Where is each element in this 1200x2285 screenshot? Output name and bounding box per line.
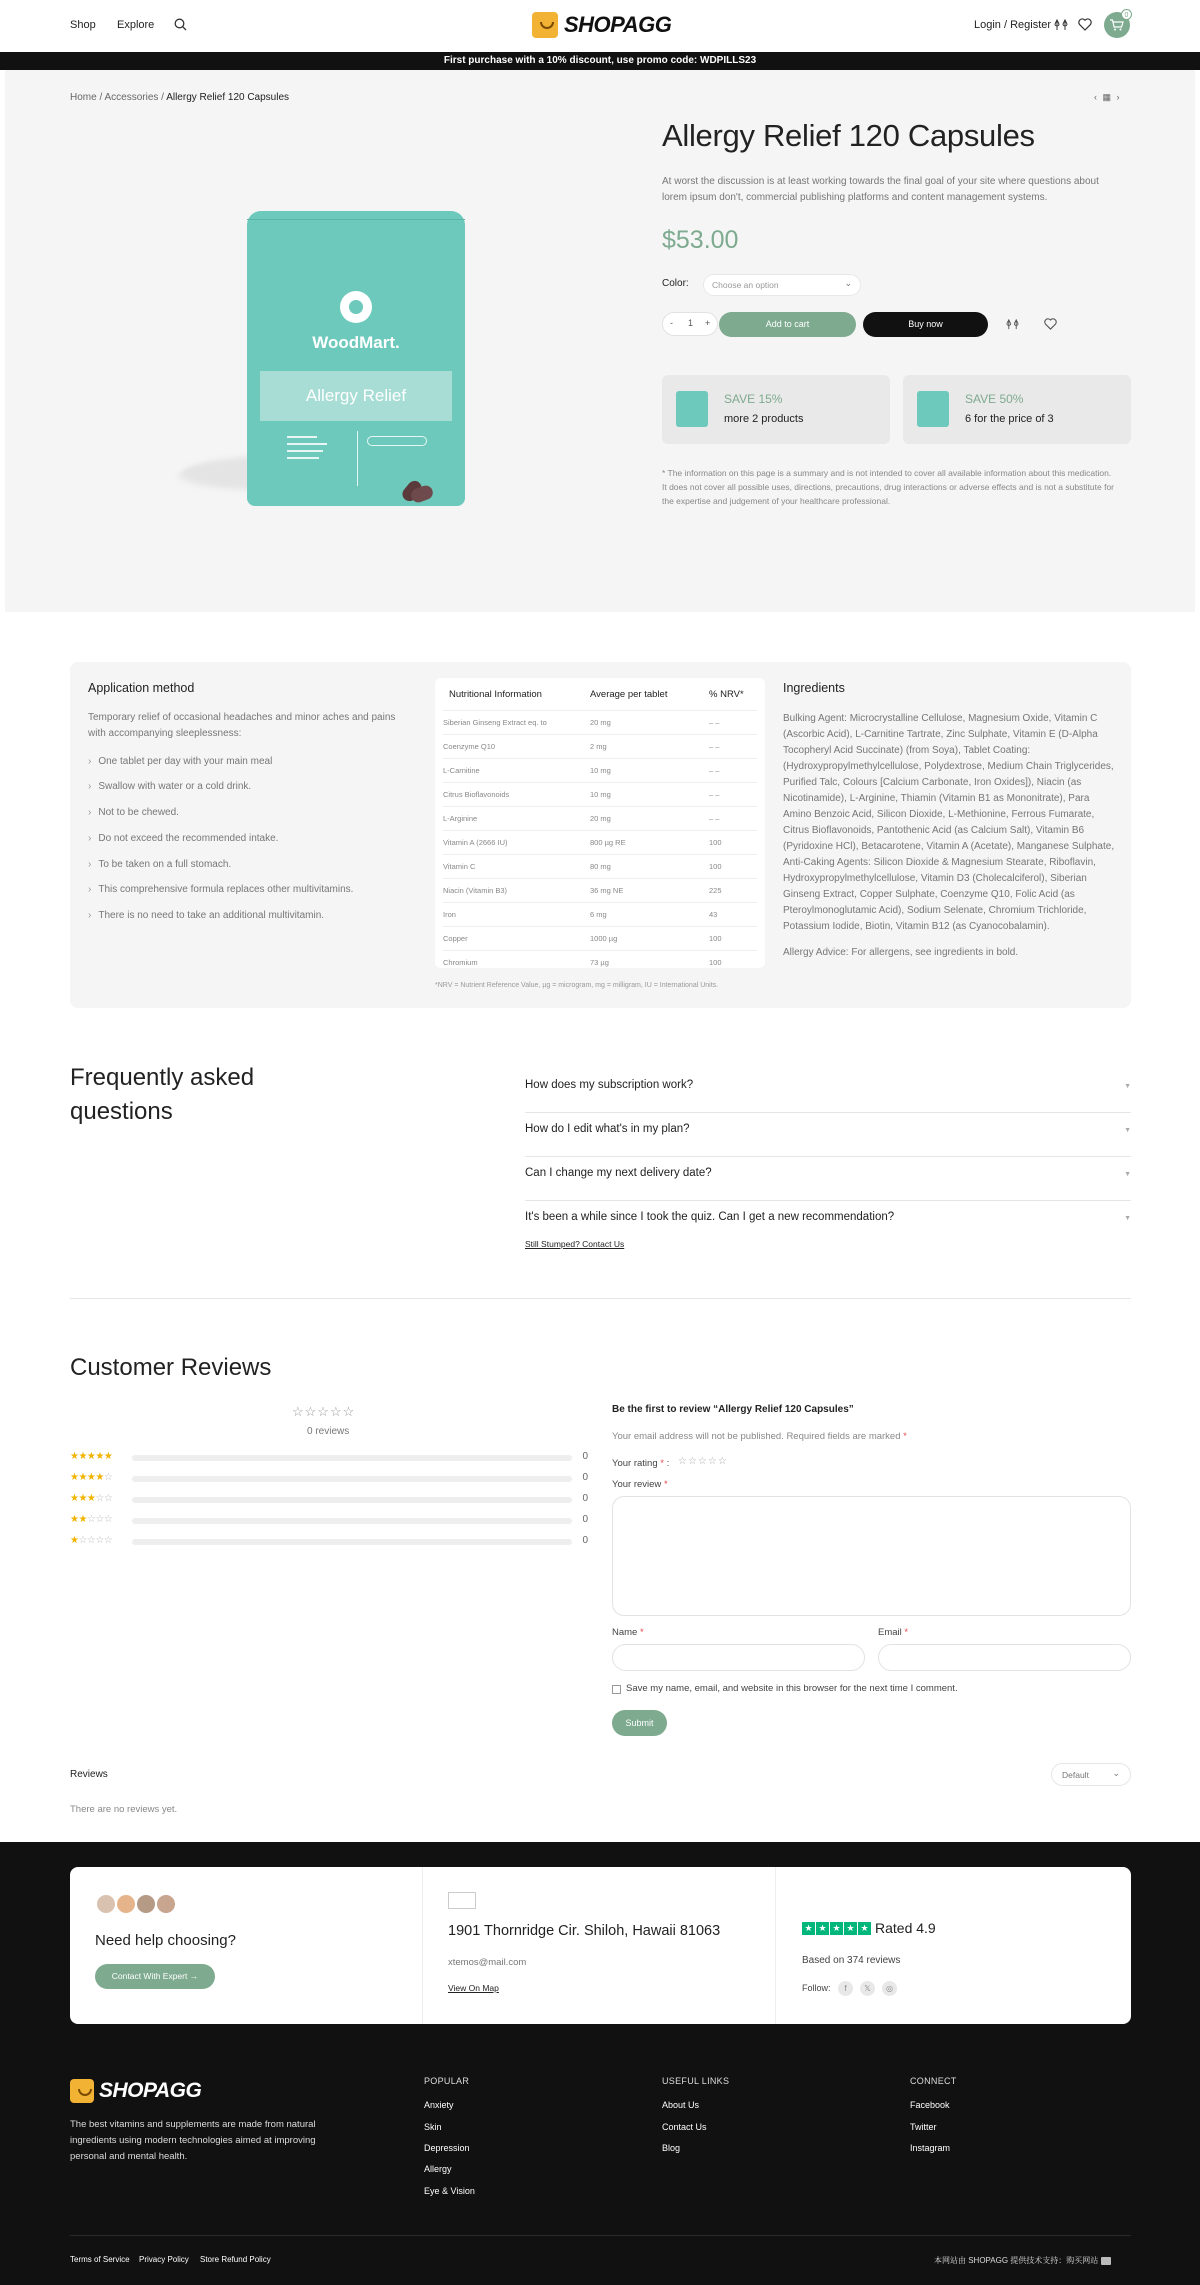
- rating-bar-2: [70, 1514, 588, 1526]
- rating-bar-4: [70, 1472, 588, 1484]
- nutrition-cell: 1000 µg: [590, 934, 618, 943]
- arrow-right-icon: →: [189, 1971, 199, 1981]
- login-register-link[interactable]: Login / Register: [974, 19, 1052, 31]
- nutrition-cell: 10 mg: [590, 790, 611, 799]
- avatar: [95, 1893, 117, 1915]
- nutrition-table: [435, 678, 765, 968]
- chevron-down-icon: ▼: [1124, 1127, 1131, 1134]
- footer-logo[interactable]: [70, 2079, 201, 2103]
- nutrition-row: [443, 878, 757, 902]
- site-logo[interactable]: [532, 12, 671, 38]
- compare-icon[interactable]: [1054, 18, 1068, 32]
- nutrition-cell: Iron: [443, 910, 456, 919]
- reviews-title: Customer Reviews: [70, 1354, 272, 1381]
- application-step: › There is no need to take an additional multivitamin.: [88, 910, 324, 921]
- nutrition-cell: Niacin (Vitamin B3): [443, 886, 508, 895]
- nutrition-cell: – –: [709, 790, 720, 799]
- avatar: [135, 1893, 157, 1915]
- footer-link[interactable]: Allergy: [424, 2164, 452, 2174]
- powered-by-label: 本网站由 SHOPAGG 提供技术支持：购买网站: [934, 2256, 1099, 2265]
- nutrition-cell: 20 mg: [590, 718, 611, 727]
- contact-expert-button[interactable]: [95, 1964, 215, 1989]
- nutrition-cell: Vitamin C: [443, 862, 476, 871]
- application-step: › Swallow with water or a cold drink.: [88, 781, 251, 792]
- nutrition-cell: L-Carnitine: [443, 766, 480, 775]
- nutrition-cell: 43: [709, 910, 718, 919]
- ingredients-title: Ingredients: [783, 681, 845, 695]
- footer-link[interactable]: Facebook: [910, 2100, 950, 2110]
- application-title: Application method: [88, 681, 195, 695]
- pouch-fine-print: [287, 436, 342, 476]
- nutrition-cell: Chromium: [443, 958, 478, 967]
- offer-product-thumb: [676, 391, 708, 427]
- nutrition-row: [443, 782, 757, 806]
- breadcrumb-current: Allergy Relief 120 Capsules: [166, 92, 290, 103]
- required-mark: *: [639, 1627, 644, 1638]
- qty-minus-button[interactable]: -: [670, 318, 673, 328]
- footer-link[interactable]: About Us: [662, 2100, 700, 2110]
- buy-now-button[interactable]: Buy now: [863, 312, 988, 337]
- rating-bar-track: [132, 1539, 572, 1545]
- save-info-label: Save my name, email, and website in this browser for the next time I comment.: [626, 1683, 958, 1694]
- product-title: Allergy Relief 120 Capsules: [662, 118, 1035, 153]
- name-label-text: Name: [612, 1627, 638, 1638]
- required-mark: *: [903, 1431, 907, 1442]
- product-disclaimer: * The information on this page is a summary and is not intended to cover all available information about this medication. It does not cover all possible uses, directions, precautions, drug interactions or adverse effects and is not a substitute for the expertise and judgement of your healthcare professional.: [662, 468, 1115, 506]
- faq-item[interactable]: [525, 1069, 1131, 1113]
- nutrition-cell: L-Arginine: [443, 814, 478, 823]
- nutrition-cell: – –: [709, 814, 720, 823]
- save-info-checkbox[interactable]: [612, 1685, 621, 1694]
- nutrition-cell: 100: [709, 934, 722, 943]
- faq-title-line: Frequently asked: [70, 1064, 255, 1091]
- logo-bag-icon: [70, 2079, 94, 2103]
- nutrition-footnote: *NRV = Nutrient Reference Value, µg = microgram, mg = milligram, IU = International Units.: [435, 982, 719, 989]
- rating-bar-track: [132, 1497, 572, 1503]
- two-stars-icon: ★★☆☆☆: [70, 1514, 113, 1525]
- name-field[interactable]: [612, 1644, 865, 1671]
- nutrition-cell: Coenzyme Q10: [443, 742, 496, 751]
- chevron-down-icon: ▼: [1124, 1171, 1131, 1178]
- nutrition-cell: 80 mg: [590, 862, 611, 871]
- footer-link[interactable]: Anxiety: [424, 2100, 454, 2110]
- facebook-icon[interactable]: f: [838, 1981, 853, 1996]
- breadcrumb-separator: /: [161, 92, 164, 103]
- nutrition-row: [443, 950, 757, 974]
- product-image[interactable]: [175, 205, 495, 515]
- broken-image-icon: [448, 1892, 476, 1909]
- one-star-icon: ★☆☆☆☆: [70, 1535, 113, 1546]
- avatar: [155, 1893, 177, 1915]
- site-header: [0, 0, 1200, 52]
- search-icon[interactable]: [174, 18, 187, 31]
- product-pager: [1094, 92, 1120, 103]
- nutrition-cell: 20 mg: [590, 814, 611, 823]
- pouch-badge: [367, 436, 427, 446]
- nutrition-cell: – –: [709, 742, 720, 751]
- store-email[interactable]: xtemos@mail.com: [448, 1957, 527, 1968]
- rating-count: 0: [582, 1451, 588, 1462]
- rated-based-on: Based on 374 reviews: [802, 1955, 901, 1966]
- review-form-note: [612, 1431, 907, 1442]
- application-intro: Temporary relief of occasional headaches and minor aches and pains with accompanying sleeplessness:: [88, 712, 396, 739]
- logo-text: SHOPAGG: [564, 12, 672, 37]
- pouch-logo-icon: [340, 291, 372, 323]
- footer-link[interactable]: Eye & Vision: [424, 2186, 475, 2196]
- rating-stars-input[interactable]: ☆☆☆☆☆: [678, 1456, 728, 1467]
- four-stars-icon: ★★★★☆: [70, 1472, 113, 1483]
- cart-button[interactable]: [1104, 12, 1130, 38]
- pouch-divider: [357, 431, 358, 486]
- faq-question: Can I change my next delivery date?: [525, 1167, 712, 1179]
- faq-question: It's been a while since I took the quiz. Can I get a new recommendation?: [525, 1211, 895, 1223]
- offer-card[interactable]: [662, 375, 890, 444]
- nutrition-cell: Citrus Bioflavonoids: [443, 790, 510, 799]
- nutrition-cell: 36 mg NE: [590, 886, 624, 895]
- rating-label: Your rating * :: [612, 1458, 670, 1469]
- offer-product-thumb: [917, 391, 949, 427]
- chevron-down-icon: ▼: [1124, 1215, 1131, 1222]
- nutrition-header: Nutritional Information: [449, 689, 542, 700]
- faq-item[interactable]: [525, 1113, 1131, 1157]
- footer-popular-title: POPULAR: [424, 2076, 470, 2086]
- promo-bar: First purchase with a 10% discount, use promo code: WDPILLS23: [0, 52, 1200, 70]
- application-step: › To be taken on a full stomach.: [88, 859, 231, 870]
- email-label: [878, 1627, 908, 1638]
- view-map-link[interactable]: View On Map: [448, 1983, 499, 1993]
- expert-avatars: [95, 1893, 177, 1915]
- allergy-advice: Allergy Advice: For allergens, see ingredients in bold.: [783, 947, 1019, 958]
- pouch-zip: [247, 219, 465, 220]
- nutrition-cell: 100: [709, 862, 722, 871]
- nutrition-header: % NRV*: [709, 689, 744, 700]
- nutrition-cell: 225: [709, 886, 722, 895]
- review-form-title: Be the first to review “Allergy Relief 120 Capsules”: [612, 1404, 854, 1415]
- breadcrumb-accessories[interactable]: Accessories: [104, 92, 159, 103]
- qty-plus-button[interactable]: +: [705, 318, 711, 328]
- prev-product-icon[interactable]: ‹: [1094, 92, 1097, 102]
- required-mark: *: [660, 1458, 664, 1469]
- nutrition-cell: Copper: [443, 934, 468, 943]
- nutrition-row: [443, 710, 757, 734]
- sort-select-value: Default: [1062, 1770, 1089, 1780]
- reviews-count: 0 reviews: [307, 1426, 350, 1437]
- footer-link[interactable]: Contact Us: [662, 2122, 707, 2132]
- footer-link[interactable]: Twitter: [910, 2122, 937, 2132]
- cart-count-badge: 0: [1121, 9, 1132, 20]
- add-to-cart-button[interactable]: Add to cart: [719, 312, 856, 337]
- help-divider: [775, 1867, 776, 2024]
- help-title: Need help choosing?: [95, 1932, 236, 1949]
- required-mark: *: [904, 1627, 909, 1638]
- rating-bar-track: [132, 1518, 572, 1524]
- email-field[interactable]: [878, 1644, 1131, 1671]
- quantity-stepper[interactable]: [662, 312, 718, 336]
- nutrition-cell: 73 µg: [590, 958, 609, 967]
- nutrition-cell: 100: [709, 838, 722, 847]
- nutrition-cell: 10 mg: [590, 766, 611, 775]
- qty-value[interactable]: 1: [688, 318, 694, 328]
- footer-divider: [70, 2235, 1131, 2236]
- nutrition-row: [443, 854, 757, 878]
- rating-count: 0: [582, 1493, 588, 1504]
- faq-title-line: questions: [70, 1098, 173, 1125]
- cart-icon: [1110, 19, 1124, 31]
- rating-count: 0: [582, 1514, 588, 1525]
- logo-bag-icon: [532, 12, 558, 38]
- average-rating-stars: ☆☆☆☆☆: [292, 1404, 356, 1419]
- nutrition-cell: 6 mg: [590, 910, 607, 919]
- nutrition-cell: 100: [709, 958, 722, 967]
- footer-useful-title: USEFUL LINKS: [662, 2076, 730, 2086]
- instagram-icon[interactable]: ◎: [882, 1981, 897, 1996]
- offer-description: more 2 products: [724, 413, 804, 425]
- nutrition-row: [443, 926, 757, 950]
- submit-review-button[interactable]: Submit: [612, 1710, 667, 1736]
- store-address: 1901 Thornridge Cir. Shiloh, Hawaii 81063: [448, 1923, 721, 1939]
- footer-link[interactable]: Depression: [424, 2143, 470, 2153]
- three-stars-icon: ★★★☆☆: [70, 1493, 113, 1504]
- offer-card[interactable]: [903, 375, 1131, 444]
- breadcrumb: [70, 92, 289, 103]
- product-price: $53.00: [662, 226, 739, 254]
- five-stars-icon: ★★★★★: [70, 1451, 113, 1462]
- refund-policy-link[interactable]: Store Refund Policy: [200, 2255, 271, 2264]
- reviews-sort-select[interactable]: [1051, 1763, 1131, 1786]
- rating-bar-track: [132, 1476, 572, 1482]
- color-select-value: Choose an option: [712, 280, 779, 290]
- rating-label-text: Your rating: [612, 1458, 658, 1469]
- breadcrumb-separator: /: [99, 92, 103, 103]
- nutrition-cell: – –: [709, 718, 720, 727]
- compare-icon[interactable]: [1006, 318, 1019, 331]
- faq-question: How do I edit what's in my plan?: [525, 1123, 690, 1135]
- offer-percent: SAVE 15%: [724, 392, 783, 406]
- chevron-down-icon: ▼: [1124, 1083, 1131, 1090]
- wishlist-heart-icon[interactable]: [1078, 18, 1092, 31]
- rating-bar-1: [70, 1535, 588, 1547]
- nav-shop[interactable]: Shop: [70, 19, 96, 31]
- rating-bar-3: [70, 1493, 588, 1505]
- nutrition-cell: 2 mg: [590, 742, 607, 751]
- nutrition-row: [443, 806, 757, 830]
- nutrition-header: Average per tablet: [590, 689, 668, 700]
- privacy-link[interactable]: Privacy Policy: [139, 2255, 189, 2264]
- review-textarea[interactable]: [612, 1496, 1131, 1616]
- required-mark: *: [663, 1479, 668, 1490]
- faq-item[interactable]: [525, 1157, 1131, 1201]
- product-pouch: [247, 211, 465, 506]
- x-twitter-icon[interactable]: 𝕏: [860, 1981, 875, 1996]
- application-step: › Not to be chewed.: [88, 807, 179, 818]
- nutrition-row: [443, 758, 757, 782]
- footer-about: The best vitamins and supplements are made from natural ingredients using modern technologies aimed at improving personal and mental health.: [70, 2119, 316, 2162]
- pouch-label: Allergy Relief: [260, 371, 452, 421]
- help-divider: [422, 1867, 423, 2024]
- nutrition-cell: 800 µg RE: [590, 838, 626, 847]
- next-product-icon[interactable]: ›: [1116, 92, 1120, 102]
- breadcrumb-home[interactable]: Home: [70, 92, 97, 103]
- offer-percent: SAVE 50%: [965, 392, 1024, 406]
- rated-score: Rated 4.9: [875, 1920, 936, 1936]
- faq-title: [70, 1061, 254, 1129]
- logo-text: SHOPAGG: [99, 2079, 202, 2102]
- color-label: Color:: [662, 278, 689, 289]
- offer-description: 6 for the price of 3: [965, 413, 1054, 425]
- email-label-text: Email: [878, 1627, 902, 1638]
- rating-bar-track: [132, 1455, 572, 1461]
- trustpilot-stars-icon: ★ ★ ★ ★ ★: [802, 1922, 871, 1935]
- reviews-list-title: Reviews: [70, 1769, 108, 1780]
- application-step: › This comprehensive formula replaces other multivitamins.: [88, 884, 353, 895]
- wishlist-heart-icon[interactable]: [1044, 318, 1057, 330]
- name-label: [612, 1627, 644, 1638]
- follow-label: Follow:: [802, 1983, 831, 1993]
- nutrition-row: [443, 830, 757, 854]
- nutrition-row: [443, 734, 757, 758]
- section-divider: [70, 1298, 1131, 1299]
- nav-explore[interactable]: Explore: [117, 19, 155, 31]
- nutrition-cell: Vitamin A (2666 IU): [443, 838, 508, 847]
- color-select[interactable]: [703, 274, 861, 296]
- contact-us-link[interactable]: Still Stumped? Contact Us: [525, 1239, 625, 1249]
- avatar: [115, 1893, 137, 1915]
- nutrition-cell: Siberian Ginseng Extract eq. to: [443, 718, 547, 727]
- terms-link[interactable]: Terms of Service: [70, 2255, 130, 2264]
- contact-expert-label: Contact With Expert: [111, 1971, 188, 1981]
- footer-connect-title: CONNECT: [910, 2076, 957, 2086]
- product-description: At worst the discussion is at least working towards the final goal of your site where questions about lorem ipsum don't, commercial publishing platforms and content management systems.: [662, 176, 1099, 203]
- review-label: [612, 1479, 668, 1490]
- chevron-down-icon: ⌄: [1112, 1768, 1120, 1778]
- email-note-text: Your email address will not be published. Required fields are marked: [612, 1431, 901, 1442]
- application-step: › Do not exceed the recommended intake.: [88, 833, 278, 844]
- footer-link[interactable]: Instagram: [910, 2143, 951, 2153]
- nutrition-row: [443, 902, 757, 926]
- pouch-brand: WoodMart.: [312, 333, 400, 352]
- nutrition-cell: – –: [709, 766, 720, 775]
- faq-question: How does my subscription work?: [525, 1079, 694, 1091]
- footer-link[interactable]: Skin: [424, 2122, 442, 2132]
- no-reviews-text: There are no reviews yet.: [70, 1804, 178, 1815]
- review-label-text: Your review: [612, 1479, 662, 1490]
- application-step: › One tablet per day with your main meal: [88, 756, 272, 767]
- rating-bar-5: [70, 1451, 588, 1463]
- rating-count: 0: [582, 1535, 588, 1546]
- shop-badge-icon: [1101, 2257, 1111, 2265]
- footer-link[interactable]: Blog: [662, 2143, 681, 2153]
- chevron-down-icon: ⌄: [844, 278, 852, 288]
- rating-count: 0: [582, 1472, 588, 1483]
- grid-icon[interactable]: ▦: [1102, 92, 1112, 102]
- ingredients-text: Bulking Agent: Microcrystalline Cellulose, Magnesium Oxide, Vitamin C (Ascorbic Acid), L-Carnitine Tartrate, Zinc Sulphate, Vitamin E (D-Alpha Tocopheryl Acid Succinate) (from Soya), Tablet Coating: (Hydroxypropylmethylcellulose, Polydextrose, Medium Chain Triglycerides, Purified Talc, Colours [Calcium Carbonate, Iron Oxides]), Niacin (as Nicotinamide), L-Arginine, Thiamin (Vitamin B1 as Mononitrate), Para Amino Benzoic Acid, Silicon Dioxide, L-Methionine, Ferrous Fumarate, Citrus Bioflavonoids, Pantothenic Acid (as Calcium Salt), Vitamin B6 (Pyridoxine HCl), Betacarotene, Vitamin A (Acetate), Manganese Sulphate, Anti-Caking Agents: Silicon Dioxide & Magnesium Stearate, Riboflavin, Hydroxypropylmethylcellulose, Vitamin D3 (Cholecalciferol), Siberian Ginseng Extract, Copper Sulphate, Coenzyme Q10, Folic Acid (as Pteroylmonoglutamic Acid), Sodium Selenate, Chromium Trichloride, Potassium Iodide, Biotin, Vitamin B12 (as Cyanocobalamin).: [783, 713, 1115, 932]
- powered-by-text[interactable]: [934, 2255, 1111, 2266]
